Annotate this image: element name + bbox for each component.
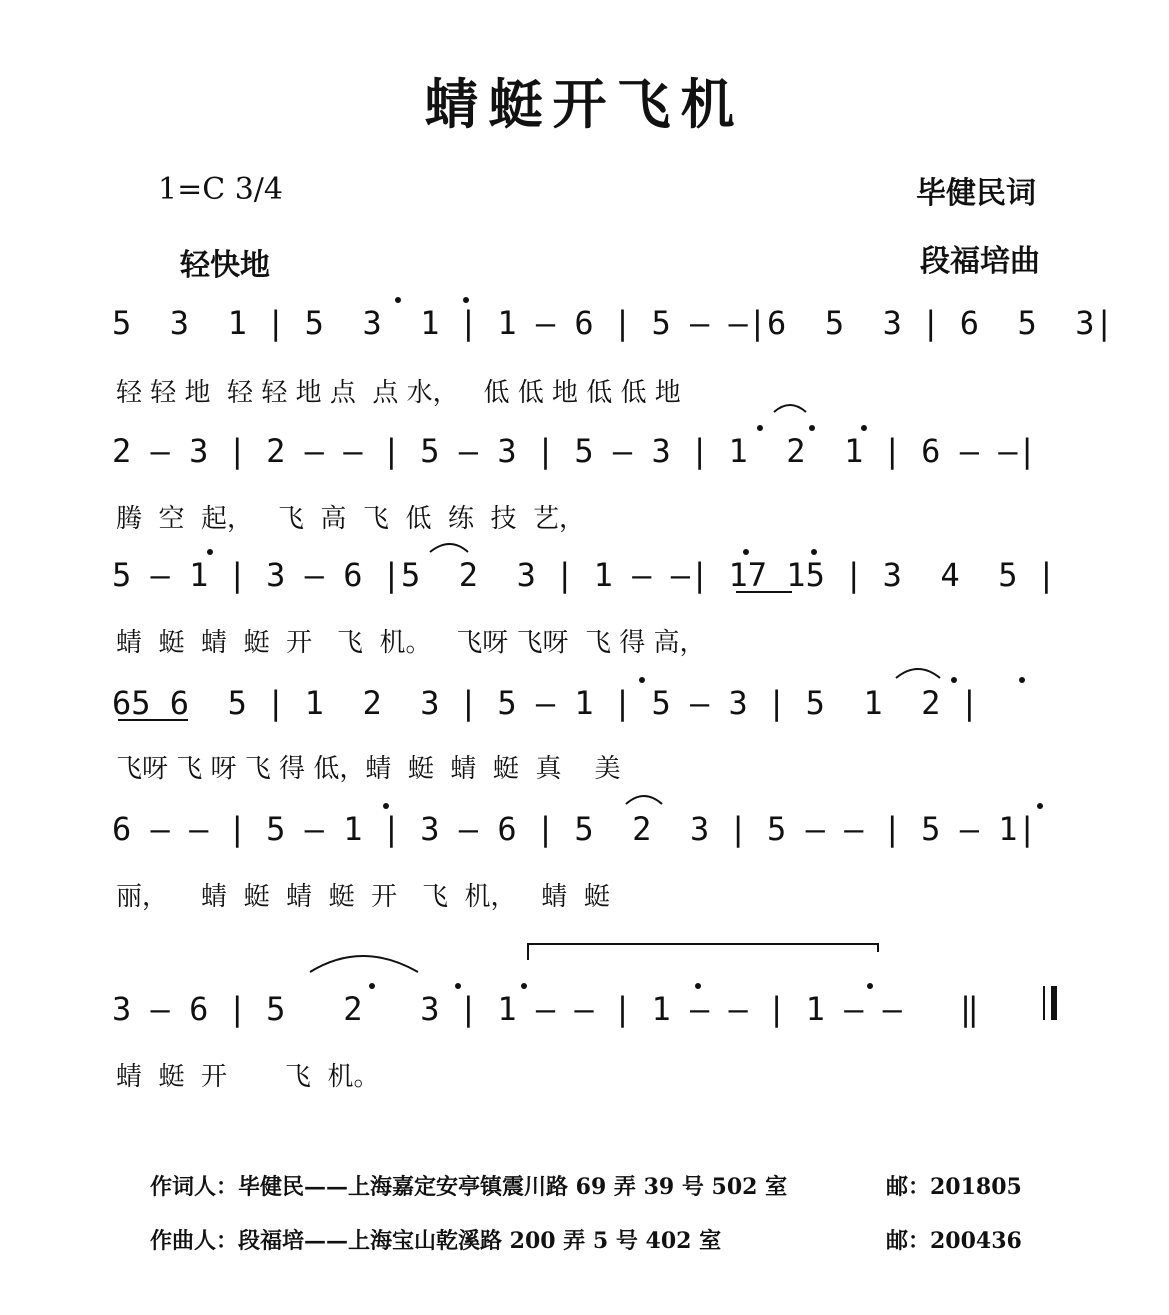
slur — [774, 405, 806, 412]
octave-dot — [383, 803, 389, 809]
notation-line-1: 5 3 1 | 5 3 1 | 1 — 6 | 5 — —|6 5 3 | 6 5 3| — [112, 304, 1114, 342]
lyrics-line-1: 轻 轻 地 轻 轻 地 点 点 水， 低 低 地 低 低 地 — [116, 378, 681, 408]
slur — [310, 956, 418, 972]
octave-dot — [639, 677, 645, 683]
octave-dot — [395, 297, 401, 303]
octave-dot — [811, 549, 817, 555]
lyrics-line-4: 飞呀 飞 呀 飞 得 低，蜻 蜓 蜻 蜓 真 美 — [116, 754, 621, 784]
notation-line-6: 3 — 6 | 5 2 3 | 1 — — | 1 — — | 1 — — ‖ — [112, 990, 979, 1028]
octave-dot — [1037, 803, 1043, 809]
octave-dot — [1019, 677, 1025, 683]
notation-line-3: 5 — 1 | 3 — 6 |5 2 3 | 1 — —| 17 15 | 3 4 5 | — [112, 556, 1057, 594]
octave-dot — [521, 983, 527, 989]
octave-dot — [207, 549, 213, 555]
slur — [896, 669, 940, 678]
octave-dot — [867, 983, 873, 989]
octave-dot — [809, 425, 815, 431]
composer-credit: 段福培曲 — [920, 244, 1040, 279]
lyricist-credit: 毕健民词 — [916, 176, 1036, 211]
lyrics-line-3: 蜻 蜓 蜻 蜓 开 飞 机。 飞呀 飞呀 飞 得 高， — [116, 628, 706, 658]
tempo-marking: 轻快地 — [180, 248, 270, 283]
octave-dot — [743, 549, 749, 555]
notation-line-5: 6 — — | 5 — 1 | 3 — 6 | 5 2 3 | 5 — — | 5 — 1| — [112, 810, 1037, 848]
notation-line-2: 2 — 3 | 2 — — | 5 — 3 | 5 — 3 | 1 2 1 | 6 — —| — [112, 432, 1037, 470]
lyricist-address: 作词人：毕健民——上海嘉定安亭镇震川路 69 弄 39 号 502 室 — [150, 1174, 788, 1200]
octave-dot — [455, 983, 461, 989]
notation-line-4: 65 6 5 | 1 2 3 | 5 — 1 | 5 — 3 | 5 1 2 | — [112, 684, 979, 722]
key-signature: 1=C 3/4 — [158, 172, 283, 207]
lyrics-line-2: 腾 空 起， 飞 高 飞 低 练 技 艺， — [116, 504, 586, 534]
octave-dot — [463, 297, 469, 303]
lyrics-line-6: 蜻 蜓 开 飞 机。 — [116, 1062, 380, 1092]
octave-dot — [951, 677, 957, 683]
slur — [430, 544, 468, 552]
composer-address: 作曲人：段福培——上海宝山乾溪路 200 弄 5 号 402 室 — [150, 1228, 722, 1254]
lyricist-postcode: 邮：201805 — [886, 1174, 1022, 1200]
octave-dot — [757, 425, 763, 431]
slur — [626, 796, 662, 804]
octave-dot — [695, 983, 701, 989]
octave-dot — [861, 425, 867, 431]
lyrics-line-5: 丽， 蜻 蜓 蜻 蜓 开 飞 机， 蜻 蜓 — [116, 882, 610, 912]
slur — [528, 944, 878, 960]
composer-postcode: 邮：200436 — [886, 1228, 1022, 1254]
song-title: 蜻蜓开飞机 — [424, 73, 745, 136]
octave-dot — [369, 983, 375, 989]
